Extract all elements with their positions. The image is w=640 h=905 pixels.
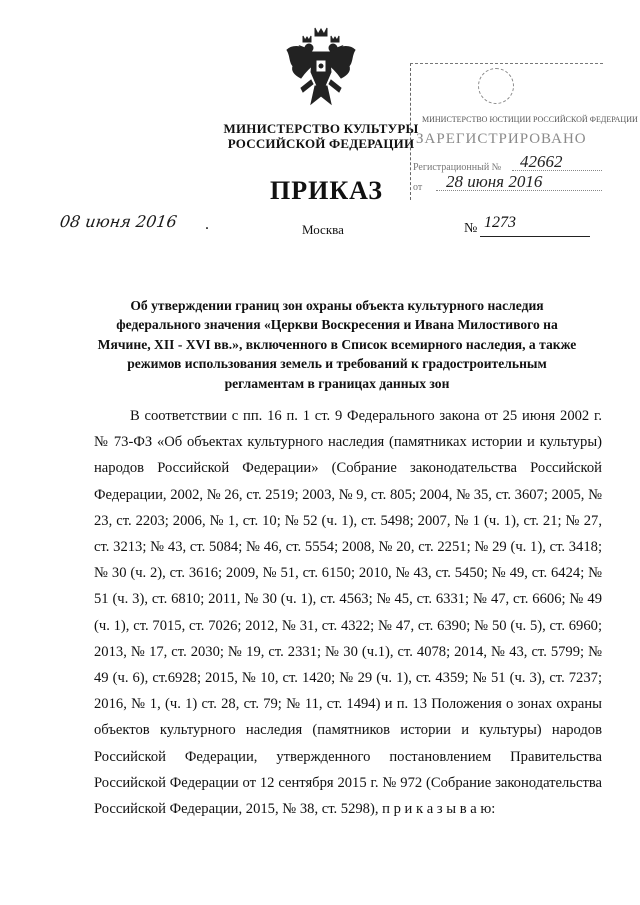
double-headed-eagle-icon [285, 26, 357, 112]
stamp-date-value: 28 июня 2016 [446, 172, 543, 191]
stamp-reg-number: 42662 [520, 152, 563, 171]
order-number-label: № [464, 221, 478, 236]
ministry-name-line1: МИНИСТЕРСТВО КУЛЬТУРЫ [223, 121, 419, 136]
stamp-registered-label: ЗАРЕГИСТРИРОВАНО [416, 131, 587, 147]
stamp-reg-label: Регистрационный № [413, 162, 502, 173]
order-heading: Об утверждении границ зон охраны объекта культурного наследия федерального значения «Церкви Воскресения и Ивана Милостивого на Мячине, XII - XVI вв.», включенного в Список всемирного наследия, а также режимов использования земель и требований к градостроительным регламентам в границах данных зон [97, 298, 577, 391]
ministry-name-line2: РОССИЙСКОЙ ФЕДЕРАЦИИ [227, 136, 415, 151]
order-number: 1273 [484, 214, 516, 231]
stamp-number-line [512, 170, 602, 171]
city-name: Москва [302, 222, 344, 237]
document-type-title: ПРИКАЗ [270, 176, 384, 205]
order-date: 08 июня 2016 [58, 212, 179, 231]
stamp-ministry-line: МИНИСТЕРСТВО ЮСТИЦИИ РОССИЙСКОЙ ФЕДЕРАЦИИ [422, 115, 638, 124]
date-period: . [205, 216, 209, 233]
order-number-underline [480, 236, 590, 237]
order-body-text: В соответствии с пп. 16 п. 1 ст. 9 Федерального закона от 25 июня 2002 г. № 73-ФЗ «Об объектах культурного наследия (памятниках истории и культуры) народов Российской Федерации» (Собрание законодательства Российской Федерации, 2002, № 26, ст. 2519; 2003, № 9, ст. 805; 2004, № 35, ст. 3607; 2005, № 23, ст. 2203; 2006, № 1, ст. 10; № 52 (ч. 1), ст. 5498; 2007, № 1 (ч. 1), ст. 21; № 27, ст. 3213; № 43, ст. 5084; № 46, ст. 5554; 2008, № 20, ст. 2251; № 29 (ч. 1), ст. 3418; № 30 (ч. 2), ст. 3616; 2009, № 51, ст. 6150; 2010, № 43, ст. 5450; № 49, ст. 6424; № 51 (ч. 3), ст. 6810; 2011, № 30 (ч. 1), ст. 4563; № 45, ст. 6331; № 47, ст. 6606; № 49 (ч. 1), ст. 7015, ст. 7026; 2012, № 31, ст. 4322; № 47, ст. 6390; № 50 (ч. 5), ст. 6960; 2013, № 17, ст. 2030; № 19, ст. 2331; № 30 (ч.1), ст. 4078; 2014, № 43, ст. 5799; № 49 (ч. 6), ст.6928; 2015, № 10, ст. 1420; № 29 (ч. 1), ст. 4359; № 51 (ч. 3), ст. 7237; 2016, № 1, (ч. 1) ст. 28, ст. 79; № 11, ст. 1494) и п. 13 Положения о зонах охраны объектов культурного наследия (памятников истории и культуры) народов Российской Федерации, утвержденного постановлением Правительства Российской Федерации от 12 сентября 2015 г. № 972 (Собрание законодательства Российской Федерации, 2015, № 38, ст. 5298), п р и к а з ы в а ю: [94, 408, 602, 818]
stamp-emblem-icon [478, 68, 514, 104]
stamp-date-line [436, 190, 602, 191]
stamp-date-label: от [413, 182, 423, 193]
